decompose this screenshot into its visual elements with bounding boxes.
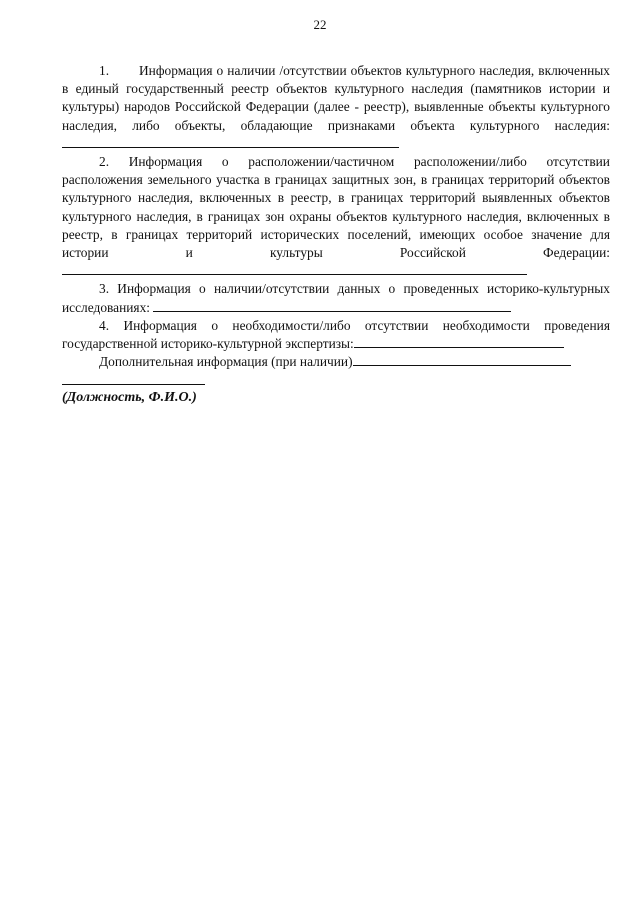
item-2	[62, 153, 610, 280]
signature-caption: (Должность, Ф.И.О.)	[62, 390, 197, 405]
item-3	[62, 280, 610, 316]
item-4-blank-line	[354, 335, 564, 348]
item-1-blank-line	[62, 135, 399, 148]
item-3-number: 3.	[99, 281, 110, 297]
page-number: 22	[313, 17, 327, 32]
item-1	[62, 62, 610, 153]
item-3-blank-line	[153, 299, 511, 312]
additional-info-blank-line	[353, 353, 571, 366]
item-4	[62, 317, 610, 353]
item-2-text: Информация о расположении/частичном расположении/либо отсутствии расположения земельного участка в границах защитных зон, в границах территорий объектов культурного наследия, включенных в реестр, в границах территорий выявленных объектов культурного наследия, в границах зон охраны объектов культурного наследия, включенных в реестр, в границах территорий исторических поселений, имеющих особое значение для истории и культуры Российской Федерации:	[62, 154, 610, 261]
item-2-number: 2.	[99, 154, 110, 170]
item-1-text: Информация о наличии /отсутствии объектов культурного наследия, включенных в единый государственный реестр объектов культурного наследия (памятников истории и культуры) народов Российской Федерации (далее - реестр), выявленные объекты культурного наследия, либо объекты, обладающие признаками объекта культурного наследия:	[62, 63, 610, 133]
item-4-number: 4.	[99, 317, 110, 333]
item-3-text: Информация о наличии/отсутствии данных о проведенных историко-культурных исследованиях:	[62, 281, 610, 315]
item-4-text: Информация о необходимости/либо отсутствии необходимости проведения государственной историко-культурной экспертизы:	[62, 317, 610, 352]
additional-info-label: Дополнительная информация (при наличии)	[99, 354, 353, 370]
item-1-number: 1.	[99, 63, 110, 78]
document-body	[62, 62, 610, 371]
additional-info	[62, 353, 610, 371]
item-2-blank-line	[62, 262, 527, 275]
signature-line	[62, 384, 205, 385]
